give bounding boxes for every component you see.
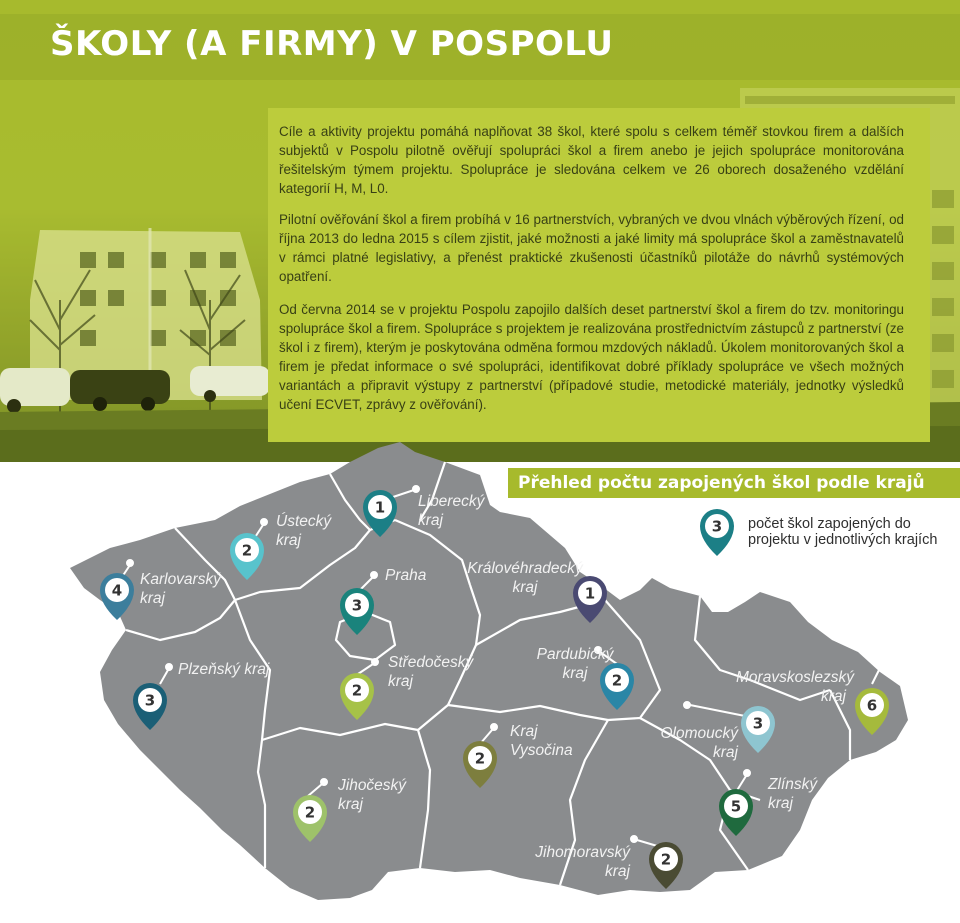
intro-text-box — [268, 108, 930, 442]
page-title: ŠKOLY (A FIRMY) V POSPOLU — [50, 24, 614, 64]
legend-sample — [700, 509, 734, 556]
legend-sample-count: 3 — [711, 517, 723, 536]
pin-praha-count: 3 — [351, 596, 363, 615]
region-label-jihomoravsky: Jihomoravský kraj — [535, 844, 630, 880]
pin-jihomoravsky-count: 2 — [660, 850, 672, 869]
region-label-zlinsky: Zlínský kraj — [768, 776, 818, 812]
intro-paragraph-3: Od června 2014 se v projektu Pospolu zapojilo dalších deset partnerství škol a firem do tzv. monitoringu spolupráce škol a firem. Spolupráce s projektem je realizována prostřednictvím zástupců z partnerství (ze škol i z firem), kterým je poskytována odměna formou mzdových nákladů. Úkolem monitorovaných škol a firem je předat informace o své spolupráci, identifikovat dobré příklady spolupráce ve všech možných variantách a připravit výstupy z partnerství (případové studie, metodické materiály, jednotky výsledků učení ECVET, zprávy z ověřování). — [279, 302, 904, 412]
region-label-moravskoslezsky: Moravskoslezský kraj — [736, 669, 854, 705]
region-label-plzensky: Plzeňský kraj — [178, 661, 270, 678]
pin-kralovehradecky-count: 1 — [584, 584, 596, 603]
region-label-stredocesky: Středočeský kraj — [388, 654, 474, 690]
pin-stredocesky-count: 2 — [351, 681, 363, 700]
pin-pardubicky-count: 2 — [611, 671, 623, 690]
legend-pin — [690, 506, 744, 568]
region-label-liberecky: Liberecký kraj — [418, 493, 485, 529]
intro-paragraph-1: Cíle a aktivity projektu pomáhá naplňovat 38 škol, které spolu s celkem téměř stovkou firem a dalších subjektů v Pospolu pilotně ověřují spolupráci škol a firem anebo je jejich spolupráce monitorována řešitelským týmem projektu. Spolupráce je sledována celkem ve 26 oborech dosaženého vzdělání kategorií H, M, L0. — [279, 124, 904, 196]
legend-text: počet škol zapojených do projektu v jednotlivých krajích — [748, 516, 938, 548]
pin-zlinsky-count: 5 — [730, 797, 742, 816]
pin-moravskoslezsky-count: 6 — [866, 696, 878, 715]
region-label-kralovehradecky: Královéhradecký kraj — [467, 560, 583, 596]
map-heading: Přehled počtu zapojených škol podle krajů — [508, 468, 960, 498]
pin-karlovarsky-count: 4 — [111, 581, 123, 600]
pin-plzensky-count: 3 — [144, 691, 156, 710]
region-label-jihocesky: Jihočeský kraj — [338, 777, 407, 813]
region-label-ustecky: Ústecký kraj — [276, 513, 332, 549]
pin-jihocesky-count: 2 — [304, 803, 316, 822]
region-label-karlovarsky: Karlovarský kraj — [140, 571, 221, 607]
pin-liberecky-count: 1 — [374, 498, 386, 517]
region-label-pardubicky: Pardubický kraj — [536, 646, 614, 682]
pin-ustecky-count: 2 — [241, 541, 253, 560]
region-label-vysocina: Kraj Vysočina — [510, 723, 573, 759]
region-label-praha: Praha — [385, 567, 427, 584]
region-label-olomoucky: Olomoucký kraj — [660, 725, 738, 761]
pin-vysocina-count: 2 — [474, 749, 486, 768]
intro-paragraph-2: Pilotní ověřování škol a firem probíhá v 16 partnerstvích, vybraných ve dvou vlnách výběrových řízení, od října 2013 do ledna 2015 s cílem zjistit, jaké možnosti a jaké limity má spolupráce škol a zaměstnavatelů v rámci platné legislativy, a přenést praktické zkušenosti účastníků pilotáže do návrhů systémových opatření. — [279, 212, 904, 284]
pin-olomoucky-count: 3 — [752, 714, 764, 733]
